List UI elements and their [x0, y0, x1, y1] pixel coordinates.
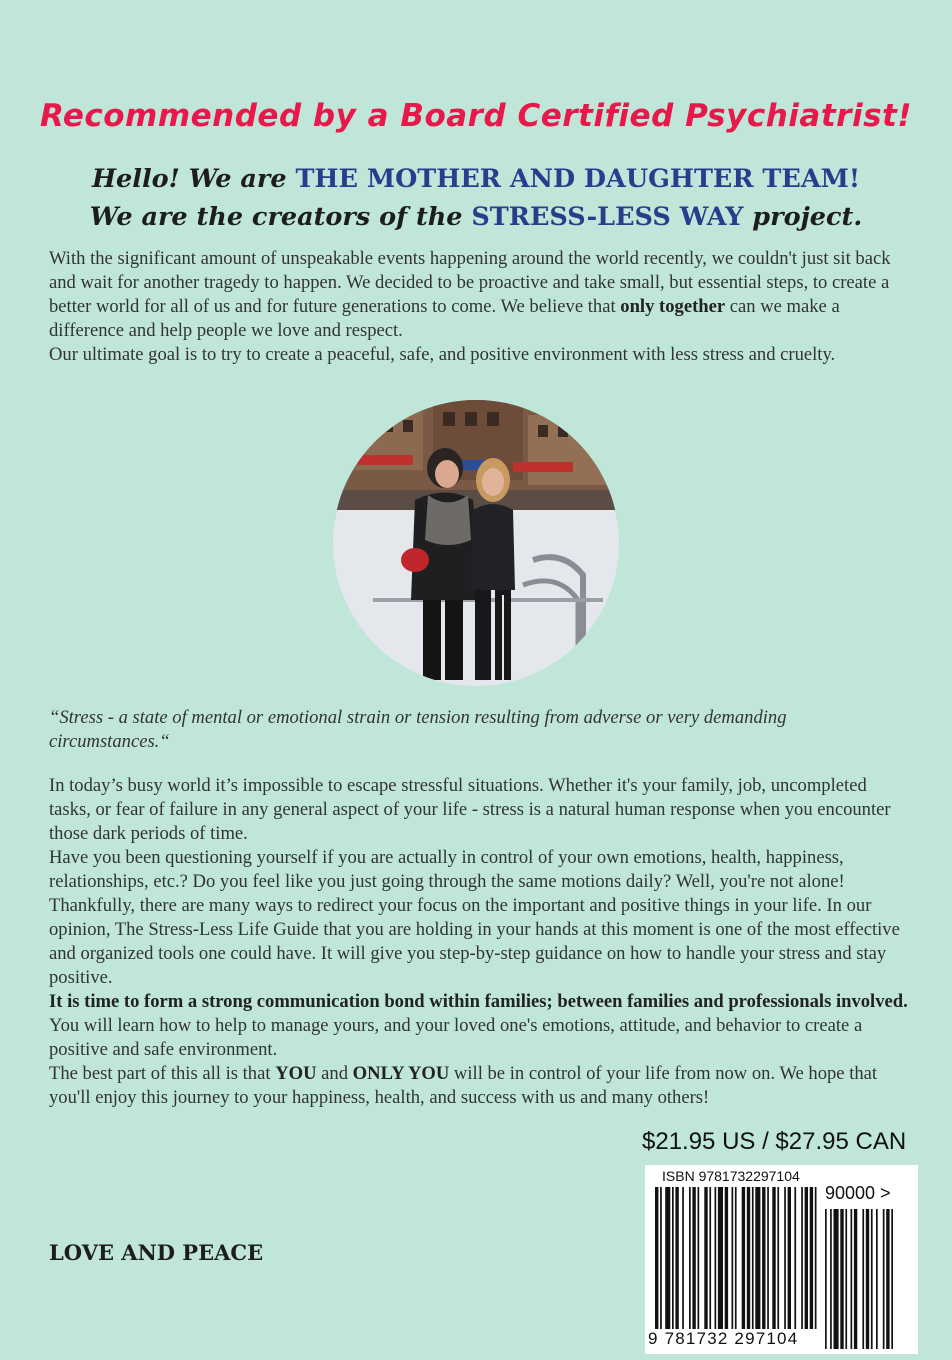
- intro-line-1: [0, 160, 952, 198]
- para2-text-e3: will be in control of your life from now on. We hope that you'll enjoy this journey to your happiness, health, and success with us and many others!: [49, 1063, 878, 1108]
- para2-you: YOU: [275, 1063, 317, 1084]
- headline: Recommended by a Board Certified Psychiatrist!: [40, 98, 912, 134]
- intro-creators: We are the creators of the: [89, 202, 472, 232]
- intro-project-word: project.: [743, 202, 863, 232]
- mother-daughter-photo: [333, 400, 619, 686]
- para2-text-e1: The best part of this all is that: [49, 1063, 276, 1084]
- para1-text-a: With the significant amount of unspeakable events happening around the world recently, we couldn't just sit back and wait for another tragedy to happen. We decided to be proactive and take small, but essential steps, to create a better world for all of us and for future generations to come. We believe that: [49, 248, 891, 317]
- intro-paragraph: [49, 247, 909, 367]
- price-label: $21.95 US / $27.95 CAN: [642, 1128, 907, 1155]
- stress-definition-quote: “Stress - a state of mental or emotional strain or tension resulting from adverse or very demanding circumstances.“: [49, 707, 787, 752]
- signoff: LOVE AND PEACE: [49, 1240, 264, 1265]
- para2-text-b: Have you been questioning yourself if you are actually in control of your own emotions, health, happiness, relationships, etc.? Do you feel like you just going through the same motions daily? Well, you're not alone!: [49, 847, 845, 892]
- para2-text-a: In today’s busy world it’s impossible to escape stressful situations. Whether it's your family, job, uncompleted tasks, or fear of failure in any general aspect of your life - stress is a natural human response when you encounter those dark periods of time.: [49, 775, 891, 844]
- para1-text-c: can we make a difference and help people we love and respect.: [49, 296, 840, 341]
- para1-bold: only together: [620, 296, 726, 317]
- photo-illustration: [333, 400, 619, 686]
- isbn-barcode: [645, 1165, 918, 1354]
- para2-only-you: ONLY YOU: [352, 1063, 450, 1084]
- intro-greeting: Hello! We are: [91, 164, 296, 194]
- project-name: STRESS-LESS WAY: [471, 202, 744, 232]
- barcode-digits: 9 781732 297104: [648, 1329, 799, 1348]
- para2-text-c: Thankfully, there are many ways to redirect your focus on the important and positive things in your life. In our opinion, The Stress-Less Life Guide that you are holding in your hands at this moment is one of the most effective and organized tools one could have. It will give you step-by-step guidance on how to handle your stress and stay positive.: [49, 895, 900, 988]
- main-paragraph: [49, 774, 909, 1110]
- para2-text-d: You will learn how to help to manage yours, and your loved one's emotions, attitude, and behavior to create a positive and safe environment.: [49, 1015, 863, 1060]
- para2-bold-statement: It is time to form a strong communication bond within families; between families and professionals involved.: [49, 991, 908, 1012]
- intro-line-2: [0, 198, 952, 236]
- para2-text-e2: and: [316, 1063, 353, 1084]
- barcode-addon: 90000 >: [825, 1183, 891, 1203]
- para1-goal: Our ultimate goal is to try to create a peaceful, safe, and positive environment with less stress and cruelty.: [49, 344, 836, 365]
- team-name: THE MOTHER AND DAUGHTER TEAM!: [295, 164, 861, 194]
- barcode-bars: [645, 1165, 918, 1354]
- intro: [0, 160, 952, 236]
- isbn-label: ISBN 9781732297104: [662, 1168, 800, 1184]
